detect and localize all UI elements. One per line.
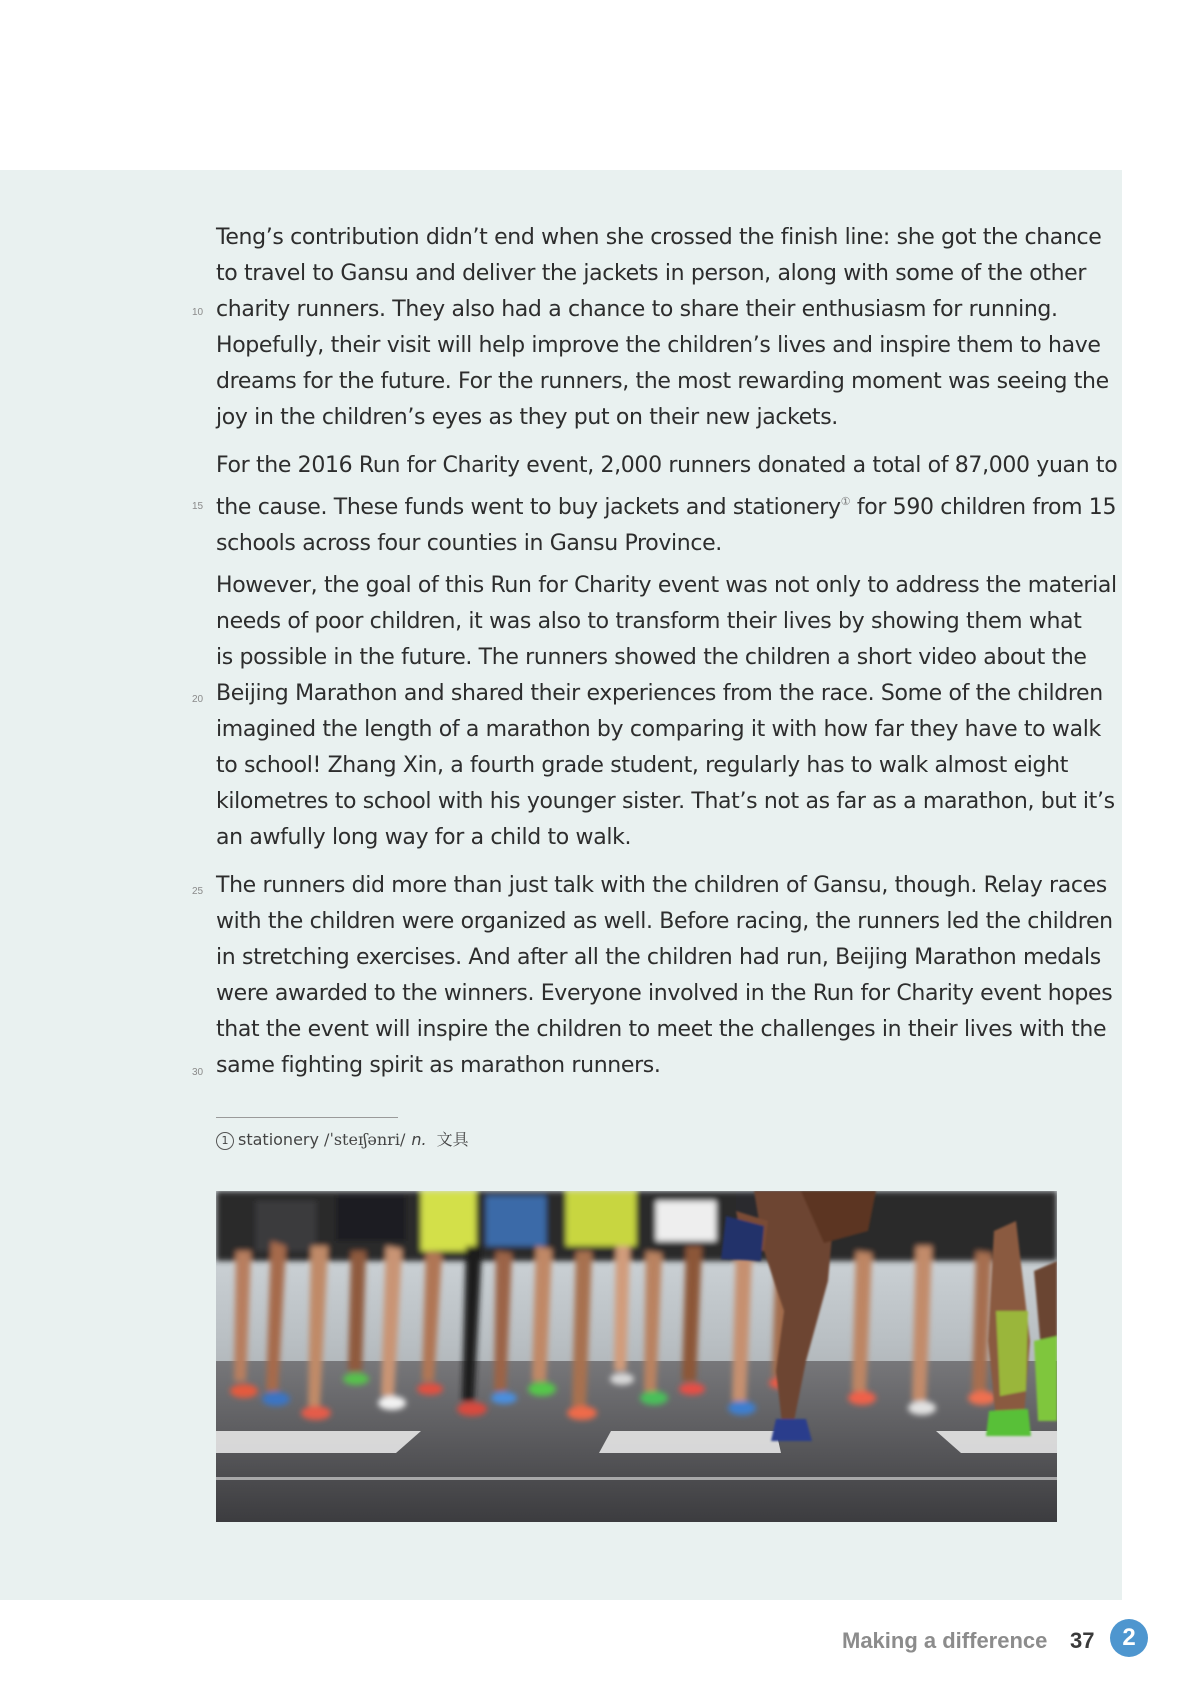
unit-badge: 2 xyxy=(1110,1619,1148,1657)
text-line: needs of poor children, it was also to transform their lives by showing them what xyxy=(216,609,1082,634)
paragraph-4 xyxy=(216,868,1113,1084)
marathon-runners-photo xyxy=(216,1191,1057,1522)
footnote-marker: 1 xyxy=(216,1132,234,1150)
text-line: that the event will inspire the children to meet the challenges in their lives with the xyxy=(216,1017,1107,1042)
footnote-word: stationery xyxy=(238,1130,319,1149)
line-number: 10 xyxy=(192,307,204,318)
text-line: For the 2016 Run for Charity event, 2,000 runners donated a total of 87,000 yuan to xyxy=(216,453,1118,478)
text-line: to school! Zhang Xin, a fourth grade student, regularly has to walk almost eight xyxy=(216,753,1069,778)
text-line: kilometres to school with his younger sister. That’s not as far as a marathon, but it’s xyxy=(216,789,1115,814)
text-line: same fighting spirit as marathon runners. xyxy=(216,1053,661,1078)
text-line: schools across four counties in Gansu Province. xyxy=(216,531,722,556)
text-line: Beijing Marathon and shared their experiences from the race. Some of the children xyxy=(216,681,1103,706)
text-line: dreams for the future. For the runners, the most rewarding moment was seeing the xyxy=(216,369,1109,394)
footnote-pronunciation: /ˈsteɪʃənri/ xyxy=(324,1130,406,1149)
text-line: to travel to Gansu and deliver the jackets in person, along with some of the other xyxy=(216,261,1087,286)
text-line: imagined the length of a marathon by comparing it with how far they have to walk xyxy=(216,717,1101,742)
paragraph-1 xyxy=(216,220,1109,436)
text-line: joy in the children’s eyes as they put on their new jackets. xyxy=(216,405,838,430)
chapter-title: Making a difference xyxy=(842,1628,1048,1653)
footnote xyxy=(216,1128,469,1152)
text-line: Teng’s contribution didn’t end when she crossed the finish line: she got the chance xyxy=(216,225,1102,250)
page-number: 37 xyxy=(1070,1628,1095,1653)
text-line: with the children were organized as well. Before racing, the runners led the children xyxy=(216,909,1113,934)
text-line-with-footnote xyxy=(216,484,1117,526)
footnote-part-of-speech: n. xyxy=(411,1130,427,1149)
footnote-reference: ① xyxy=(840,495,851,508)
text-line: Hopefully, their visit will help improve the children’s lives and inspire them to have xyxy=(216,333,1101,358)
text-line: However, the goal of this Run for Charity event was not only to address the material xyxy=(216,573,1117,598)
text-line: were awarded to the winners. Everyone involved in the Run for Charity event hopes xyxy=(216,981,1113,1006)
text-line: an awfully long way for a child to walk. xyxy=(216,825,632,850)
line-number: 25 xyxy=(192,886,204,897)
footnote-divider xyxy=(216,1117,398,1118)
text-line: The runners did more than just talk with the children of Gansu, though. Relay races xyxy=(216,873,1107,898)
text-segment: for 590 children from 15 xyxy=(850,495,1117,520)
paragraph-3 xyxy=(216,568,1117,856)
line-number: 15 xyxy=(192,501,204,512)
text-line: is possible in the future. The runners showed the children a short video about the xyxy=(216,645,1087,670)
text-segment: the cause. These funds went to buy jackets and stationery xyxy=(216,495,841,520)
paragraph-2 xyxy=(216,448,1118,562)
line-number: 30 xyxy=(192,1067,204,1078)
line-number: 20 xyxy=(192,694,204,705)
text-line: in stretching exercises. And after all the children had run, Beijing Marathon medals xyxy=(216,945,1101,970)
text-line: charity runners. They also had a chance to share their enthusiasm for running. xyxy=(216,297,1058,322)
footnote-translation: 文具 xyxy=(436,1130,469,1149)
